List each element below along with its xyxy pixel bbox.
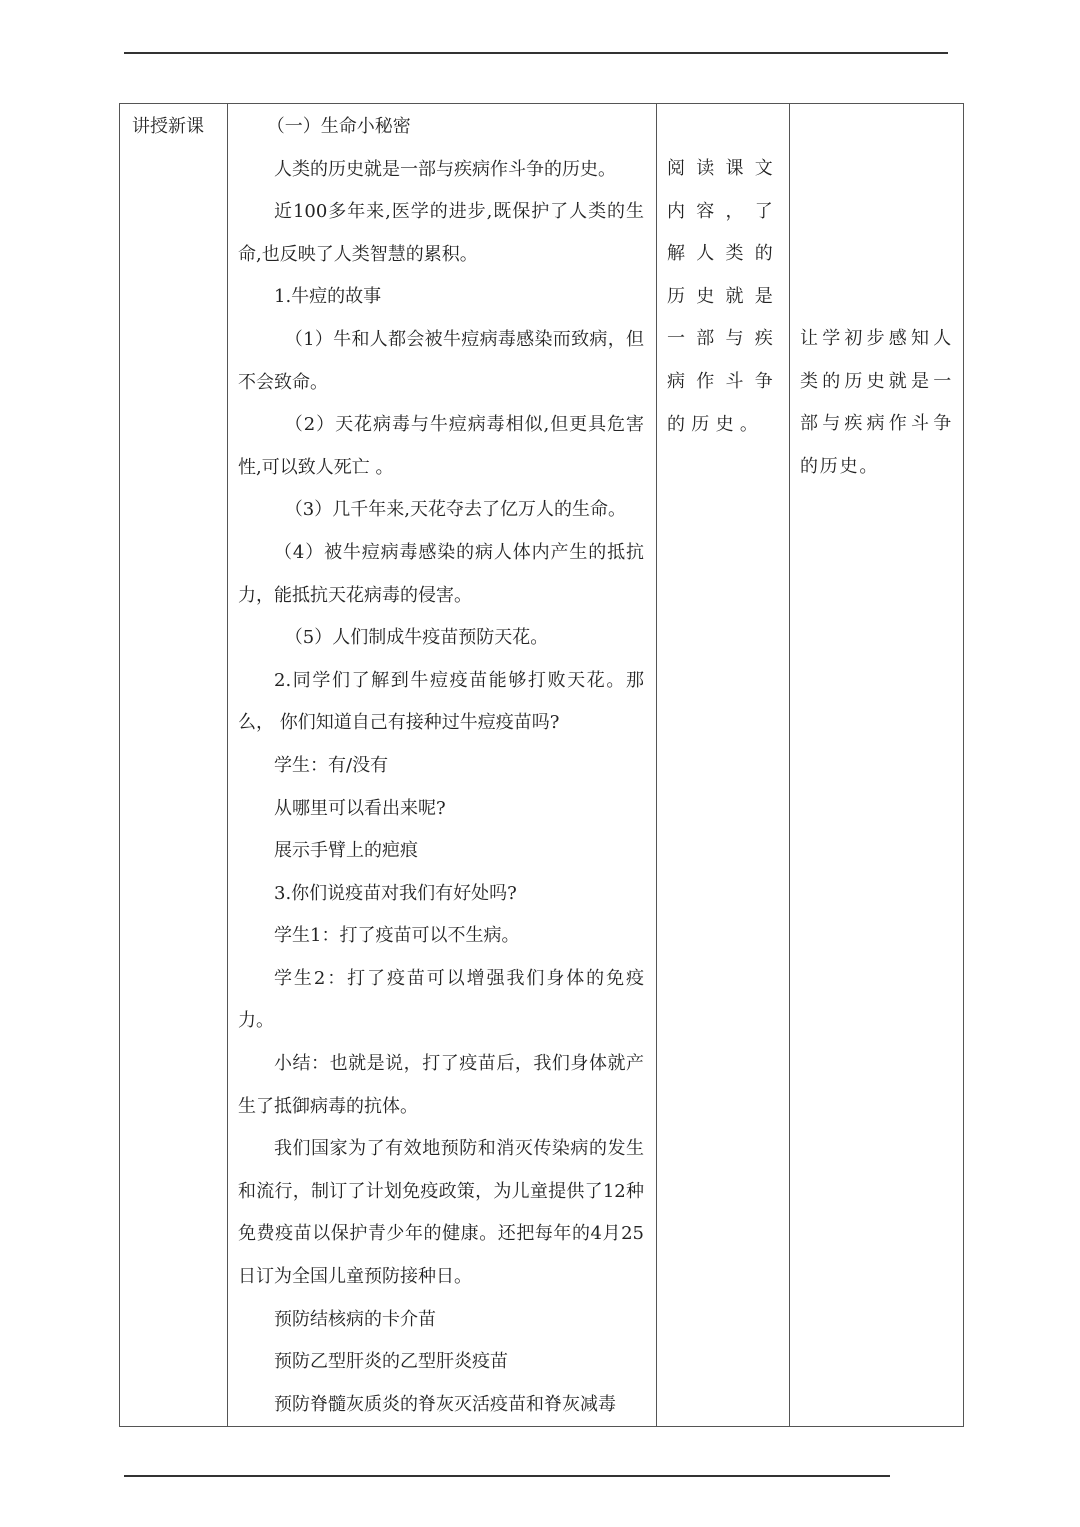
content-paragraph: 从哪里可以看出来呢?: [274, 797, 446, 819]
footer-rule: [124, 1475, 890, 1477]
content-paragraph: 我们国家为了有效地预防和消灭传染病的发生和流行，制订了计划免疫政策，为儿童提供了12种免费疫苗以保护青少年的健康。还把每年的4月25日订为全国儿童预防接种日。: [238, 1138, 644, 1288]
content-paragraph: 人类的历史就是一部与疾病作斗争的历史。: [274, 158, 616, 180]
student-activity-cell: [657, 104, 790, 1427]
content-paragraph: 预防乙型肝炎的乙型肝炎疫苗: [274, 1351, 508, 1373]
teaching-content: [228, 104, 656, 1426]
student-activity: 阅读课文内容，了解人类的历史就是一部与疾病作斗争的历史。: [667, 158, 779, 435]
design-intent: 让学初步感知人类的历史就是一部与疾病作斗争的历史。: [800, 328, 953, 477]
content-paragraph: 学生：有/没有: [274, 754, 389, 776]
teaching-content-cell: [228, 104, 657, 1427]
content-paragraph: 学生1：打了疫苗可以不生病。: [274, 925, 520, 947]
content-paragraph: （4）被牛痘病毒感染的病人体内产生的抵抗力，能抵抗天花病毒的侵害。: [238, 541, 644, 606]
stage-cell: [120, 104, 228, 1427]
content-paragraph: 1.牛痘的故事: [274, 286, 382, 308]
content-paragraph: 近100多年来,医学的进步,既保护了人类的生命,也反映了人类智慧的累积。: [238, 201, 644, 265]
stage-label: 讲授新课: [132, 116, 204, 137]
content-paragraph: （5）人们制成牛疫苗预防天花。: [284, 627, 549, 649]
content-paragraph: 3.你们说疫苗对我们有好处吗?: [274, 882, 517, 904]
lesson-plan-table: [119, 103, 964, 1427]
content-paragraph: 展示手臂上的疤痕: [274, 840, 418, 862]
section-heading: （一）生命小秘密: [266, 116, 411, 137]
content-paragraph: （2）天花病毒与牛痘病毒相似,但更具危害性,可以致人死亡 。: [238, 414, 644, 478]
content-paragraph: （1）牛和人都会被牛痘病毒感染而致病，但不会致命。: [238, 328, 644, 393]
header-rule: [124, 52, 948, 54]
content-paragraph: 小结：也就是说，打了疫苗后，我们身体就产生了抵御病毒的抗体。: [238, 1053, 644, 1117]
content-paragraph: 2.同学们了解到牛痘疫苗能够打败天花。那么， 你们知道自己有接种过牛痘疫苗吗?: [238, 669, 644, 734]
content-paragraph: 学生2：打了疫苗可以增强我们身体的免疫力。: [238, 967, 644, 1032]
table-row: [120, 104, 964, 1427]
design-intent-cell: [790, 104, 964, 1427]
content-paragraph: 预防结核病的卡介苗: [274, 1308, 436, 1330]
content-paragraph: 预防脊髓灰质炎的脊灰灭活疫苗和脊灰减毒: [274, 1393, 616, 1415]
content-paragraph: （3）几千年来,天花夺去了亿万人的生命。: [284, 499, 626, 521]
